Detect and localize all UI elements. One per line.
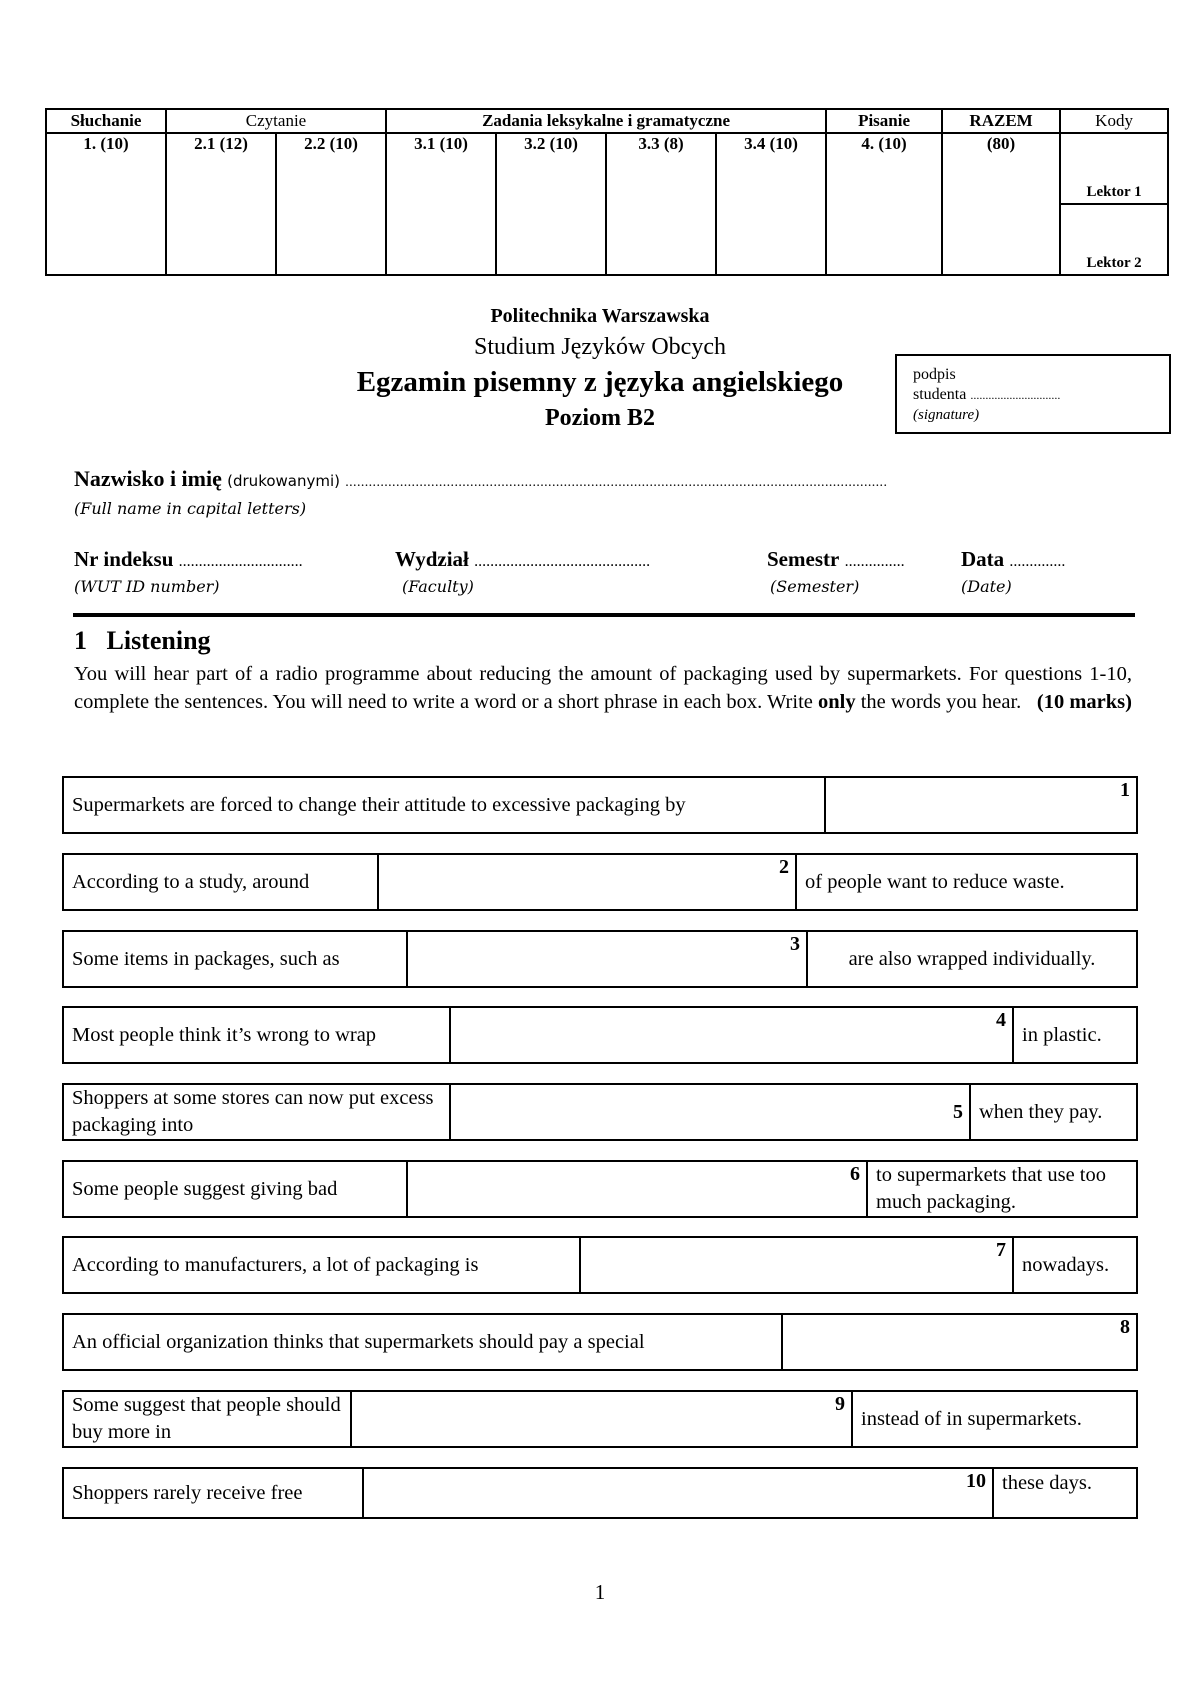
question-text-after: in plastic. [1012,1008,1136,1062]
answer-box-1[interactable] [824,778,1136,832]
question-number: 6 [850,1163,860,1185]
question-number: 2 [779,856,789,878]
header-zadania: Zadania leksykalne i gramatyczne [386,109,826,133]
name-english: (Full name in capital letters) [74,499,307,518]
answer-box-3[interactable] [406,932,806,986]
question-row-7 [62,1236,1138,1294]
score-cell-4[interactable]: 4. (10) [826,133,942,275]
question-row-10 [62,1467,1138,1519]
name-field[interactable] [74,466,887,492]
question-text-after: are also wrapped individually. [806,932,1136,986]
question-number: 4 [996,1009,1006,1031]
lektor-2-box[interactable]: Lektor 2 [1061,203,1167,274]
answer-box-7[interactable] [579,1238,1012,1292]
name-dots: ........................................................................................................................................... [345,475,888,490]
divider [73,613,1135,617]
question-text-after: instead of in supermarkets. [851,1392,1136,1446]
index-english: (WUT ID number) [74,577,220,596]
level: Poziom B2 [545,405,655,431]
date-field[interactable] [961,547,1065,572]
answer-box-10[interactable] [362,1469,992,1517]
date-english: (Date) [961,577,1012,596]
answer-box-8[interactable] [781,1315,1136,1369]
question-row-9 [62,1390,1138,1448]
score-cell-3-3[interactable]: 3.3 (8) [606,133,716,275]
question-number: 9 [835,1393,845,1415]
question-text: Some people suggest giving bad [72,1177,338,1200]
answer-box-9[interactable] [350,1392,851,1446]
exam-title: Egzamin pisemny z języka angielskiego [356,366,844,398]
question-row-6 [62,1160,1138,1218]
answer-box-5[interactable] [449,1085,969,1139]
question-text: Some items in packages, such as [72,947,340,970]
header-razem: RAZEM [942,109,1060,133]
answer-box-6[interactable] [406,1162,866,1216]
question-text: According to a study, around [72,870,310,893]
faculty-field[interactable] [395,547,650,572]
question-number: 7 [996,1239,1006,1261]
question-text: Shoppers rarely receive free [72,1481,303,1504]
header-kody: Kody [1060,109,1168,133]
question-row-5 [62,1083,1138,1141]
question-row-3 [62,930,1138,988]
question-text-after: to supermarkets that use too much packaging. [866,1162,1136,1216]
question-text: Shoppers at some stores can now put excess packaging into [72,1087,434,1136]
name-label: Nazwisko i imię [74,466,222,491]
section-name: Listening [106,626,211,655]
question-number: 3 [790,933,800,955]
score-table [45,108,1169,276]
header-pisanie: Pisanie [826,109,942,133]
score-cell-3-1[interactable]: 3.1 (10) [386,133,496,275]
score-cell-1[interactable]: 1. (10) [46,133,166,275]
question-number: 5 [953,1101,963,1123]
question-text: An official organization thinks that supermarkets should pay a special [72,1330,645,1353]
question-text: According to manufacturers, a lot of packaging is [72,1253,479,1276]
header-sluchanie: Słuchanie [46,109,166,133]
question-text: Some suggest that people should buy more in [72,1394,341,1443]
date-dots: .............. [1009,553,1066,570]
instructions: You will hear part of a radio programme about reducing the amount of packaging used by supermarkets. For questions 1-10, complete the sentences. You will need to write a word or a short phrase in each box. Write only the words you hear. (10 marks) [74,660,1132,716]
index-label: Nr indeksu [74,547,174,571]
page-number: 1 [594,1580,606,1604]
header-czytanie: Czytanie [166,109,386,133]
semester-english: (Semester) [770,577,860,596]
question-number: 1 [1120,779,1130,801]
signature-dots: .............................. [970,388,1061,402]
department-name: Studium Języków Obcych [474,334,726,360]
index-field[interactable] [74,547,303,572]
score-cell-3-4[interactable]: 3.4 (10) [716,133,826,275]
question-text-after: these days. [992,1469,1136,1517]
score-cell-3-2[interactable]: 3.2 (10) [496,133,606,275]
date-label: Data [961,547,1005,571]
question-text-after: of people want to reduce waste. [795,855,1136,909]
signature-box[interactable] [895,354,1171,434]
index-dots: ............................... [178,553,303,570]
semester-dots: ............... [844,553,905,570]
signature-english: (signature) [913,407,980,423]
question-number: 10 [966,1470,986,1492]
question-row-4 [62,1006,1138,1064]
name-hint: (drukowanymi) [227,472,340,490]
university-name: Politechnika Warszawska [490,305,710,327]
question-text: Supermarkets are forced to change their attitude to excessive packaging by [72,793,686,816]
faculty-label: Wydział [395,547,469,571]
signature-label-1: podpis [913,366,956,383]
semester-label: Semestr [767,547,840,571]
question-text: Most people think it’s wrong to wrap [72,1023,377,1046]
question-text-after: nowadays. [1012,1238,1136,1292]
score-cell-2-2[interactable]: 2.2 (10) [276,133,386,275]
faculty-dots: ............................................ [474,553,651,570]
faculty-english: (Faculty) [402,577,474,596]
answer-box-4[interactable] [449,1008,1012,1062]
answer-box-2[interactable] [377,855,795,909]
score-cell-razem[interactable]: (80) [942,133,1060,275]
lektor-1-box[interactable]: Lektor 1 [1086,184,1142,200]
signature-label-2: studenta [913,386,967,403]
semester-field[interactable] [767,547,905,572]
question-number: 8 [1120,1316,1130,1338]
question-text-after: when they pay. [969,1085,1136,1139]
marks: (10 marks) [1036,691,1132,713]
section-number: 1 [74,626,87,655]
score-cell-2-1[interactable]: 2.1 (12) [166,133,276,275]
question-row-2 [62,853,1138,911]
question-row-8 [62,1313,1138,1371]
question-row-1 [62,776,1138,834]
kody-cell [1060,133,1168,275]
section-title [74,626,211,656]
